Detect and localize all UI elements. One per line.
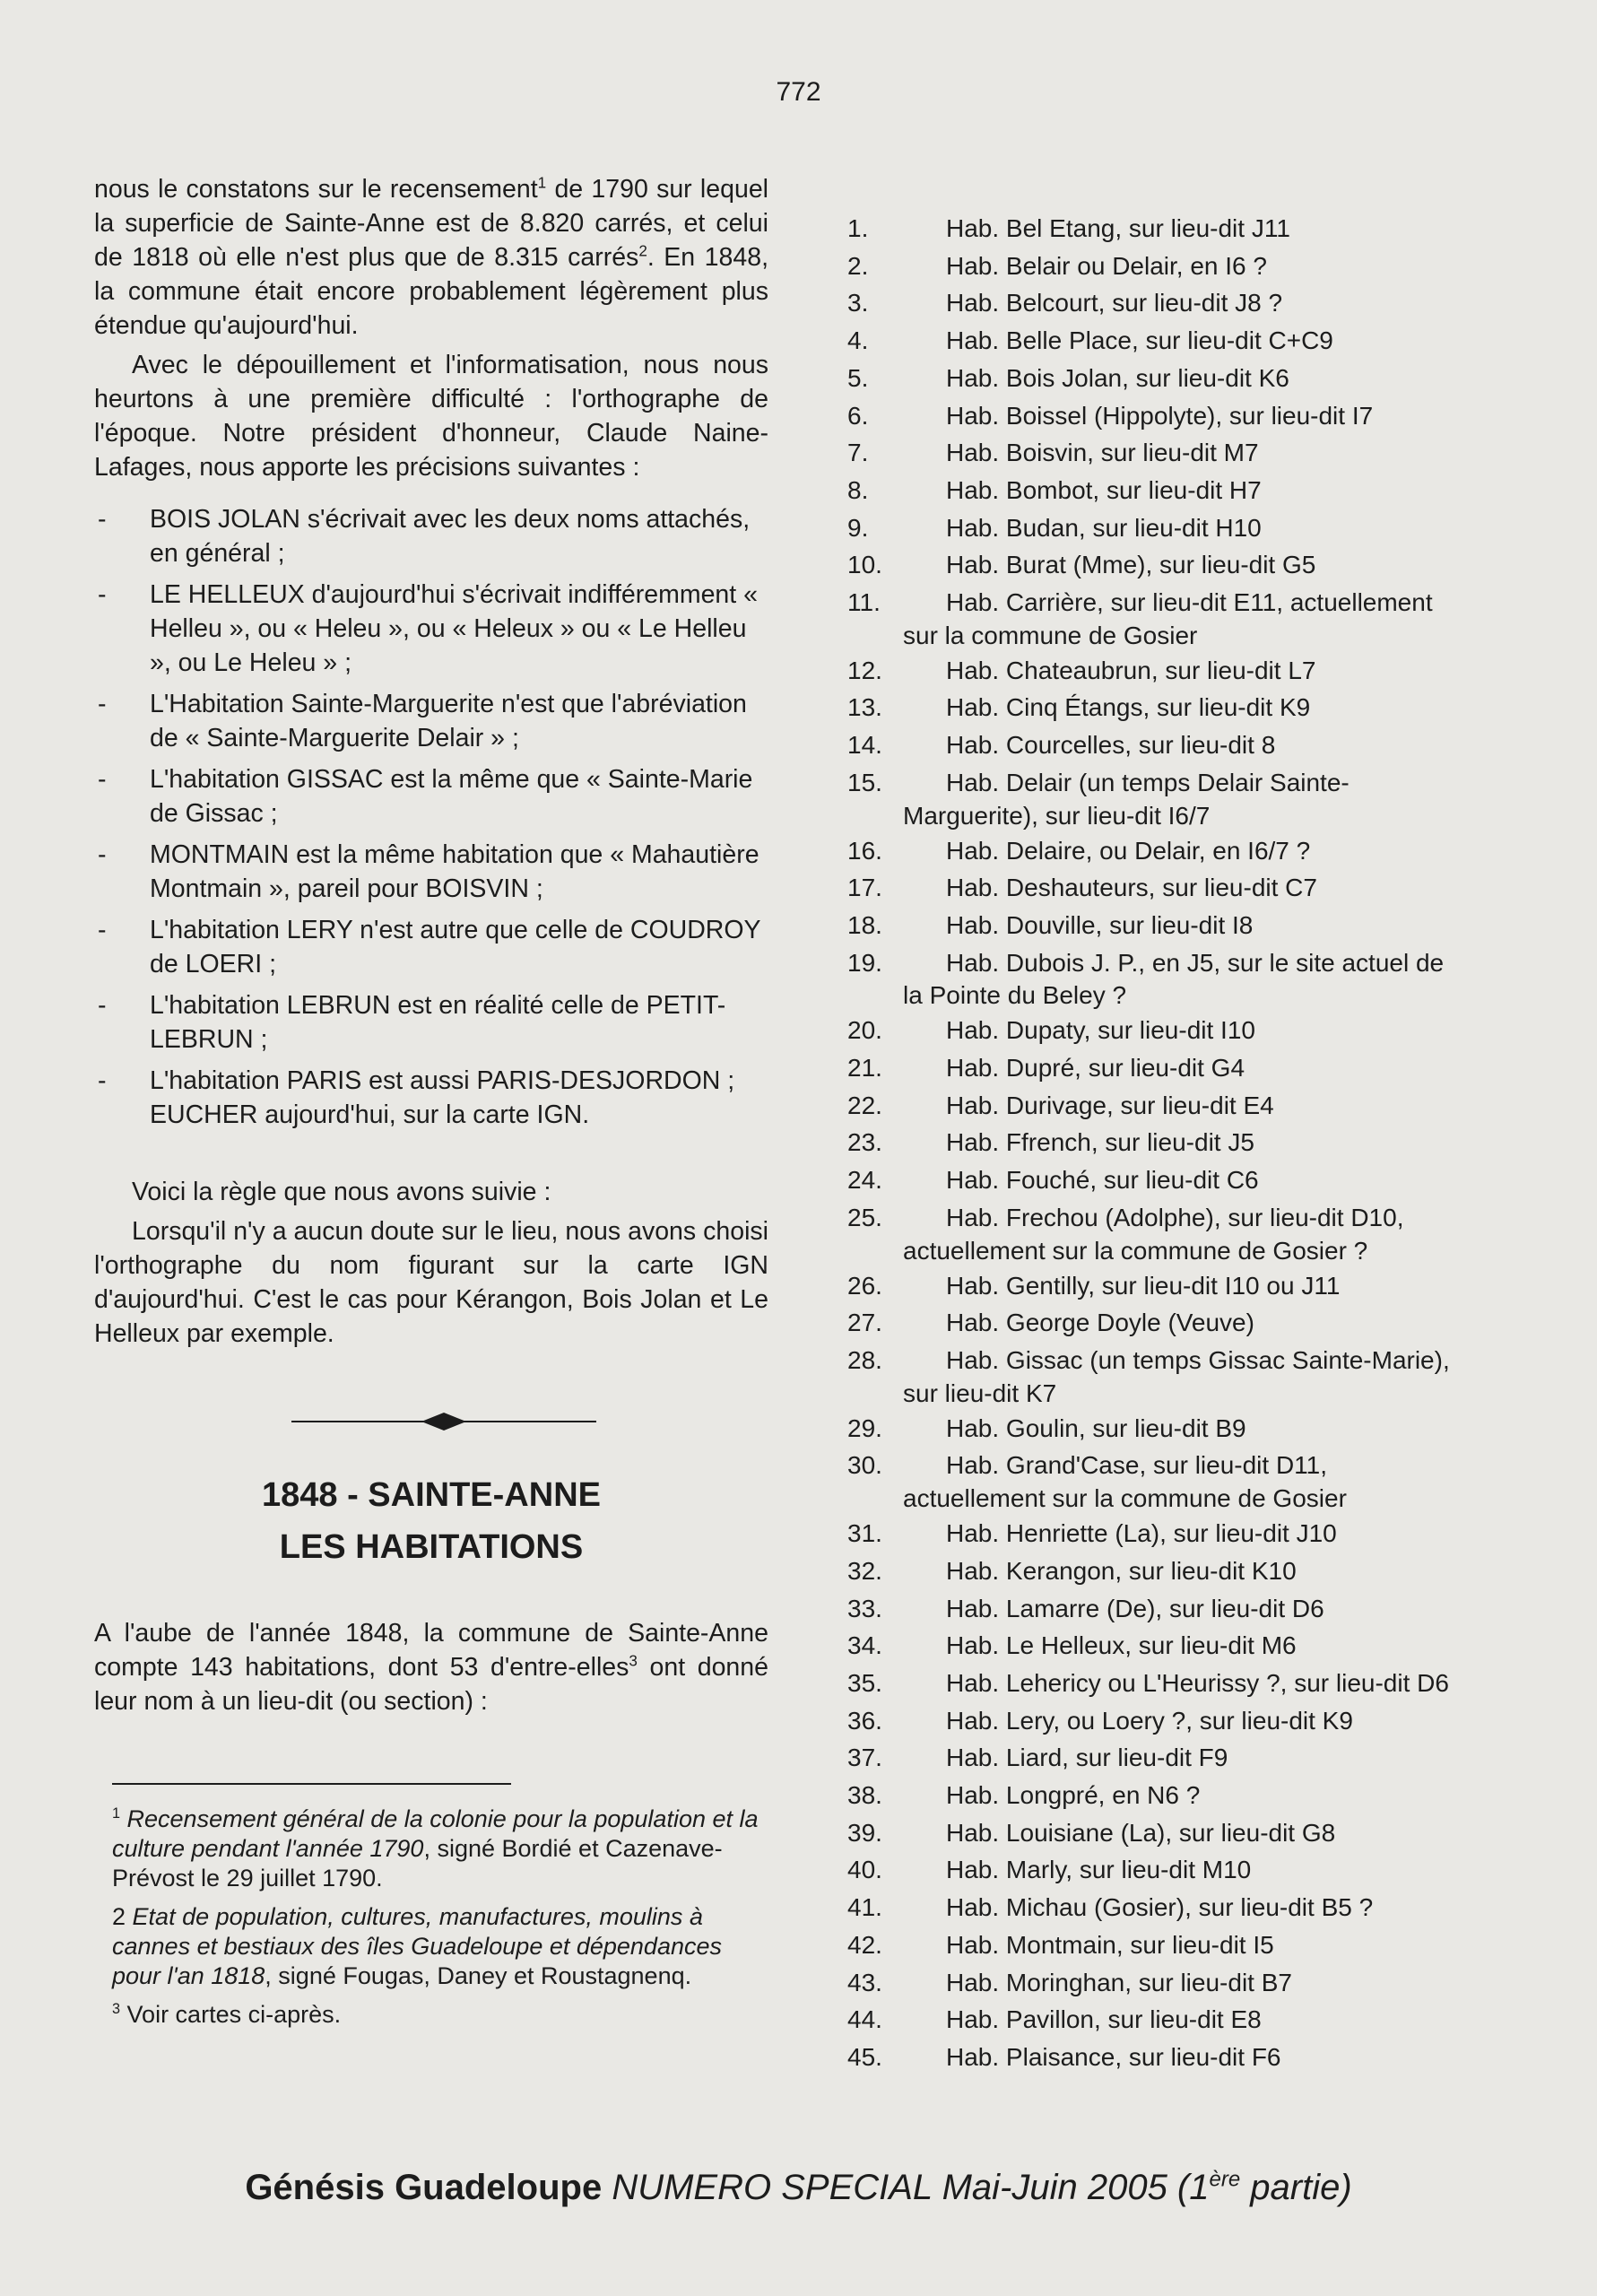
footnote-mark: 3 bbox=[112, 2001, 121, 2017]
footer-issue-text: NUMERO SPECIAL Mai-Juin 2005 (1 bbox=[612, 2168, 1210, 2207]
habitation-text: Hab. Bois Jolan, sur lieu-dit K6 bbox=[946, 363, 1289, 392]
spelling-note bbox=[94, 687, 768, 755]
note-text: L'Habitation Sainte-Marguerite n'est que l'abréviation de « Sainte-Marguerite Delair » ; bbox=[150, 690, 747, 752]
page-footer bbox=[0, 2168, 1597, 2208]
habitation-number: 28. bbox=[847, 1345, 882, 1374]
section-intro-text: ont donné leur nom à un lieu-dit (ou section) : bbox=[94, 1653, 768, 1716]
habitation-text: Hab. Lehericy ou L'Heurissy ?, sur lieu-dit D6 bbox=[946, 1668, 1449, 1697]
list-dash: - bbox=[98, 580, 107, 609]
habitation-number: 32. bbox=[847, 1556, 882, 1585]
footnote-2 bbox=[112, 1902, 768, 1991]
habitation-number: 4. bbox=[847, 326, 869, 355]
habitation-number: 43. bbox=[847, 1968, 882, 1996]
habitation-text: Hab. Fouché, sur lieu-dit C6 bbox=[946, 1166, 1259, 1195]
footer-superscript: ère bbox=[1209, 2167, 1241, 2192]
habitation-item bbox=[847, 652, 1529, 690]
footer-issue bbox=[612, 2168, 1351, 2207]
habitation-item bbox=[847, 1926, 1529, 1964]
habitation-text: Hab. George Doyle (Veuve) bbox=[946, 1309, 1254, 1337]
habitation-text: Hab. Delair (un temps Delair Sainte- bbox=[946, 768, 1350, 796]
habitation-text: Hab. Belair ou Delair, en I6 ? bbox=[946, 251, 1267, 280]
habitation-text: Hab. Bel Etang, sur lieu-dit J11 bbox=[946, 214, 1290, 242]
habitation-number: 21. bbox=[847, 1054, 882, 1083]
habitation-item bbox=[847, 1702, 1529, 1740]
habitation-text: Hab. Lamarre (De), sur lieu-dit D6 bbox=[946, 1594, 1324, 1622]
spelling-notes-list bbox=[94, 502, 768, 1132]
habitation-number: 39. bbox=[847, 1818, 882, 1847]
intro-text: de 1790 sur lequel la superficie de Sainte-Anne est de 8.820 carrés, et celui de 1818 où elle n'est plus que de 8.315 carrés bbox=[94, 175, 769, 272]
footnote-text: , signé Fougas, Daney et Roustagnenq. bbox=[265, 1962, 692, 1989]
list-dash: - bbox=[98, 916, 107, 944]
habitation-number: 1. bbox=[847, 214, 869, 242]
habitation-item bbox=[847, 832, 1529, 870]
habitation-text-continuation: sur la commune de Gosier bbox=[903, 621, 1198, 649]
separator-diamond-icon bbox=[421, 1411, 466, 1432]
habitation-number: 22. bbox=[847, 1091, 882, 1119]
habitation-item bbox=[847, 1304, 1529, 1342]
habitation-number: 17. bbox=[847, 874, 882, 902]
habitation-item bbox=[847, 1964, 1529, 2002]
habitation-item bbox=[847, 1889, 1529, 1926]
habitation-text: Hab. Dupaty, sur lieu-dit I10 bbox=[946, 1016, 1255, 1045]
habitation-number: 35. bbox=[847, 1668, 882, 1697]
habitation-text: Hab. Carrière, sur lieu-dit E11, actuellement bbox=[946, 588, 1433, 617]
habitation-item bbox=[847, 210, 1529, 248]
note-text: BOIS JOLAN s'écrivait avec les deux noms attachés, en général ; bbox=[150, 505, 751, 568]
habitation-item bbox=[847, 1124, 1529, 1161]
habitation-item bbox=[847, 1851, 1529, 1889]
habitation-text: Hab. Douville, sur lieu-dit I8 bbox=[946, 910, 1254, 939]
habitation-item bbox=[847, 509, 1529, 547]
footnote-title: Etat de population, cultures, manufactures, moulins à cannes et bestiaux des îles Guadeloupe et dépendances pour l'an 1818 bbox=[112, 1903, 722, 1989]
spelling-note bbox=[94, 988, 768, 1057]
habitation-text: Hab. Belcourt, sur lieu-dit J8 ? bbox=[946, 289, 1283, 317]
habitation-text: Hab. Cinq Étangs, sur lieu-dit K9 bbox=[946, 693, 1311, 722]
list-dash: - bbox=[98, 505, 107, 534]
habitation-number: 6. bbox=[847, 401, 869, 430]
habitation-text: Hab. Louisiane (La), sur lieu-dit G8 bbox=[946, 1818, 1336, 1847]
footnote-mark: 2 bbox=[112, 1903, 126, 1930]
footnote-ref: 2 bbox=[638, 242, 647, 260]
habitation-number: 14. bbox=[847, 731, 882, 760]
habitation-number: 2. bbox=[847, 251, 869, 280]
habitation-number: 34. bbox=[847, 1631, 882, 1660]
intro-paragraph bbox=[94, 172, 768, 343]
page-number: 772 bbox=[776, 77, 821, 107]
habitation-number: 19. bbox=[847, 948, 882, 977]
rule-intro: Voici la règle que nous avons suivie : bbox=[132, 1178, 551, 1206]
habitation-item bbox=[847, 1267, 1529, 1305]
habitation-item bbox=[847, 944, 1529, 982]
habitation-item bbox=[847, 1410, 1529, 1448]
spelling-note bbox=[94, 762, 768, 831]
habitation-text: Hab. Chateaubrun, sur lieu-dit L7 bbox=[946, 656, 1316, 684]
note-text: L'habitation LEBRUN est en réalité celle de PETIT-LEBRUN ; bbox=[150, 991, 726, 1054]
habitation-item bbox=[847, 248, 1529, 285]
habitation-item bbox=[847, 1012, 1529, 1049]
habitation-number: 42. bbox=[847, 1930, 882, 1959]
habitation-item bbox=[847, 1739, 1529, 1777]
note-text: MONTMAIN est la même habitation que « Mahautière Montmain », pareil pour BOISVIN ; bbox=[150, 840, 759, 903]
note-text: L'habitation PARIS est aussi PARIS-DESJORDON ; EUCHER aujourd'hui, sur la carte IGN. bbox=[150, 1066, 735, 1129]
intro-text: nous le constatons sur le recensement bbox=[94, 175, 538, 204]
habitation-item bbox=[847, 1627, 1529, 1665]
habitation-number: 20. bbox=[847, 1016, 882, 1045]
habitation-item bbox=[847, 869, 1529, 907]
section-intro-text: A l'aube de l'année 1848, la commune de Sainte-Anne compte 143 habitations, dont 53 d'entre-elles bbox=[94, 1619, 768, 1682]
spelling-note bbox=[94, 838, 768, 906]
list-dash: - bbox=[98, 840, 107, 869]
habitation-text-continuation: Marguerite), sur lieu-dit I6/7 bbox=[903, 801, 1211, 830]
habitation-text-continuation: la Pointe du Beley ? bbox=[903, 981, 1127, 1010]
habitation-text: Hab. Gentilly, sur lieu-dit I10 ou J11 bbox=[946, 1271, 1341, 1300]
habitation-number: 23. bbox=[847, 1128, 882, 1157]
habitation-text-continuation: actuellement sur la commune de Gosier ? bbox=[903, 1236, 1368, 1265]
habitation-item bbox=[847, 1447, 1529, 1484]
habitation-item bbox=[847, 1552, 1529, 1590]
footnote-1 bbox=[112, 1805, 768, 1893]
habitation-text: Hab. Plaisance, sur lieu-dit F6 bbox=[946, 2042, 1281, 2071]
habitation-number: 37. bbox=[847, 1744, 882, 1772]
habitation-number: 3. bbox=[847, 289, 869, 317]
habitation-number: 12. bbox=[847, 656, 882, 684]
habitation-text: Hab. Boissel (Hippolyte), sur lieu-dit I7 bbox=[946, 401, 1374, 430]
habitation-number: 45. bbox=[847, 2042, 882, 2071]
habitation-item bbox=[847, 2039, 1529, 2076]
section-title-line-1: 1848 - SAINTE-ANNE bbox=[262, 1476, 601, 1514]
habitation-number: 26. bbox=[847, 1271, 882, 1300]
habitation-number: 33. bbox=[847, 1594, 882, 1622]
spelling-note bbox=[94, 913, 768, 981]
habitation-text: Hab. Montmain, sur lieu-dit I5 bbox=[946, 1930, 1274, 1959]
habitation-number: 38. bbox=[847, 1781, 882, 1810]
spelling-note bbox=[94, 1064, 768, 1132]
habitation-number: 27. bbox=[847, 1309, 882, 1337]
section-intro bbox=[94, 1616, 768, 1718]
spelling-paragraph: Avec le dépouillement et l'informatisation, nous nous heurtons à une première difficulté : l'orthographe de l'époque. Notre président d'honneur, Claude Naine-Lafages, nous apporte les précisions suivantes : bbox=[94, 351, 768, 482]
habitation-item bbox=[847, 907, 1529, 944]
habitation-item bbox=[847, 1665, 1529, 1702]
habitation-item bbox=[847, 689, 1529, 726]
habitation-text: Hab. Bombot, sur lieu-dit H7 bbox=[946, 475, 1262, 504]
habitation-text: Hab. Lery, ou Loery ?, sur lieu-dit K9 bbox=[946, 1706, 1353, 1735]
habitation-item bbox=[847, 284, 1529, 322]
footnote-text: Voir cartes ci-après. bbox=[126, 2001, 342, 2028]
habitation-number: 36. bbox=[847, 1706, 882, 1735]
list-dash: - bbox=[98, 690, 107, 718]
footnote-text: , signé Bordié et Cazenave-Prévost le 29 juillet 1790. bbox=[112, 1835, 723, 1892]
spelling-note bbox=[94, 502, 768, 570]
habitation-number: 15. bbox=[847, 768, 882, 796]
habitation-text: Hab. Longpré, en N6 ? bbox=[946, 1781, 1201, 1810]
list-dash: - bbox=[98, 765, 107, 794]
habitation-text: Hab. Budan, sur lieu-dit H10 bbox=[946, 513, 1262, 542]
habitation-item bbox=[847, 1777, 1529, 1814]
habitation-text: Hab. Frechou (Adolphe), sur lieu-dit D10, bbox=[946, 1203, 1404, 1231]
rule-text: Lorsqu'il n'y a aucun doute sur le lieu, nous avons choisi l'orthographe du nom figurant sur la carte IGN d'aujourd'hui. C'est le cas pour Kérangon, Bois Jolan et Le Helleux par exemple. bbox=[94, 1217, 768, 1348]
habitation-item bbox=[847, 360, 1529, 397]
habitations-list bbox=[847, 210, 1529, 2076]
habitation-number: 16. bbox=[847, 836, 882, 865]
habitation-number: 30. bbox=[847, 1451, 882, 1480]
habitation-item bbox=[847, 584, 1529, 622]
habitation-text-continuation: actuellement sur la commune de Gosier bbox=[903, 1484, 1347, 1513]
section-title-line-2: LES HABITATIONS bbox=[279, 1528, 584, 1566]
footnote-ref: 1 bbox=[537, 174, 547, 192]
habitation-text: Hab. Deshauteurs, sur lieu-dit C7 bbox=[946, 874, 1317, 902]
footnote-rule bbox=[112, 1783, 511, 1785]
habitation-item bbox=[847, 546, 1529, 584]
habitation-text: Hab. Burat (Mme), sur lieu-dit G5 bbox=[946, 551, 1316, 579]
note-text: L'habitation GISSAC est la même que « Sainte-Marie de Gissac ; bbox=[150, 765, 753, 828]
habitation-item bbox=[847, 322, 1529, 360]
habitation-item bbox=[847, 764, 1529, 802]
spelling-note bbox=[94, 578, 768, 680]
habitation-number: 31. bbox=[847, 1519, 882, 1548]
habitation-item bbox=[847, 1049, 1529, 1087]
footnote-3 bbox=[112, 2000, 768, 2030]
footer-journal-name: Génésis Guadeloupe bbox=[245, 2168, 603, 2207]
habitation-item bbox=[847, 2001, 1529, 2039]
habitation-text: Hab. Marly, sur lieu-dit M10 bbox=[946, 1856, 1252, 1884]
habitation-item bbox=[847, 1515, 1529, 1552]
habitation-number: 8. bbox=[847, 475, 869, 504]
habitation-item bbox=[847, 1161, 1529, 1199]
habitation-text: Hab. Liard, sur lieu-dit F9 bbox=[946, 1744, 1228, 1772]
habitation-number: 11. bbox=[847, 588, 881, 617]
habitation-text-continuation: sur lieu-dit K7 bbox=[903, 1378, 1057, 1407]
footnote-title: Recensement général de la colonie pour la population et la culture pendant l'année 1790 bbox=[112, 1805, 759, 1862]
habitation-text: Hab. Moringhan, sur lieu-dit B7 bbox=[946, 1968, 1292, 1996]
habitation-item bbox=[847, 1590, 1529, 1628]
habitation-text: Hab. Michau (Gosier), sur lieu-dit B5 ? bbox=[946, 1893, 1374, 1922]
list-dash: - bbox=[98, 991, 107, 1020]
habitation-number: 7. bbox=[847, 439, 869, 467]
habitation-item bbox=[847, 434, 1529, 472]
left-column bbox=[94, 172, 768, 2039]
habitation-text: Hab. Pavillon, sur lieu-dit E8 bbox=[946, 2005, 1262, 2034]
habitation-item bbox=[847, 726, 1529, 764]
habitation-item bbox=[847, 1342, 1529, 1379]
habitation-number: 5. bbox=[847, 363, 869, 392]
footnote-ref: 3 bbox=[629, 1652, 638, 1670]
habitation-text: Hab. Goulin, sur lieu-dit B9 bbox=[946, 1413, 1246, 1442]
habitation-item bbox=[847, 397, 1529, 435]
habitation-text: Hab. Kerangon, sur lieu-dit K10 bbox=[946, 1556, 1297, 1585]
habitation-text: Hab. Dubois J. P., en J5, sur le site actuel de bbox=[946, 948, 1445, 977]
habitation-number: 41. bbox=[847, 1893, 882, 1922]
footnote-mark: 1 bbox=[112, 1805, 121, 1822]
habitation-item bbox=[847, 472, 1529, 509]
habitation-item bbox=[847, 1199, 1529, 1237]
habitation-text: Hab. Grand'Case, sur lieu-dit D11, bbox=[946, 1451, 1328, 1480]
habitation-text: Hab. Delaire, ou Delair, en I6/7 ? bbox=[946, 836, 1311, 865]
section-separator bbox=[94, 1406, 768, 1437]
habitation-text: Hab. Dupré, sur lieu-dit G4 bbox=[946, 1054, 1245, 1083]
habitation-number: 24. bbox=[847, 1166, 882, 1195]
list-dash: - bbox=[98, 1066, 107, 1095]
habitation-text: Hab. Gissac (un temps Gissac Sainte-Marie), bbox=[946, 1345, 1450, 1374]
habitation-number: 18. bbox=[847, 910, 882, 939]
note-text: L'habitation LERY n'est autre que celle de COUDROY de LOERI ; bbox=[150, 916, 761, 978]
habitation-text: Hab. Durivage, sur lieu-dit E4 bbox=[946, 1091, 1274, 1119]
intro-text: . En 1848, la commune était encore probablement légèrement plus étendue qu'aujourd'hui. bbox=[94, 243, 768, 340]
habitation-text: Hab. Boisvin, sur lieu-dit M7 bbox=[946, 439, 1259, 467]
habitation-item bbox=[847, 1814, 1529, 1852]
habitation-number: 44. bbox=[847, 2005, 882, 2034]
habitation-text: Hab. Le Helleux, sur lieu-dit M6 bbox=[946, 1631, 1297, 1660]
habitation-number: 9. bbox=[847, 513, 869, 542]
habitation-text: Hab. Ffrench, sur lieu-dit J5 bbox=[946, 1128, 1254, 1157]
habitation-text: Hab. Courcelles, sur lieu-dit 8 bbox=[946, 731, 1276, 760]
habitation-number: 10. bbox=[847, 551, 882, 579]
habitation-text: Hab. Belle Place, sur lieu-dit C+C9 bbox=[946, 326, 1333, 355]
habitation-item bbox=[847, 1087, 1529, 1125]
habitation-number: 40. bbox=[847, 1856, 882, 1884]
habitation-number: 25. bbox=[847, 1203, 882, 1231]
habitation-number: 13. bbox=[847, 693, 882, 722]
habitation-text: Hab. Henriette (La), sur lieu-dit J10 bbox=[946, 1519, 1337, 1548]
note-text: LE HELLEUX d'aujourd'hui s'écrivait indifféremment « Helleu », ou « Heleu », ou « Heleux » ou « Le Helleu », ou Le Heleu » ; bbox=[150, 580, 758, 677]
footer-issue-tail: partie) bbox=[1240, 2168, 1352, 2207]
habitation-number: 29. bbox=[847, 1413, 882, 1442]
